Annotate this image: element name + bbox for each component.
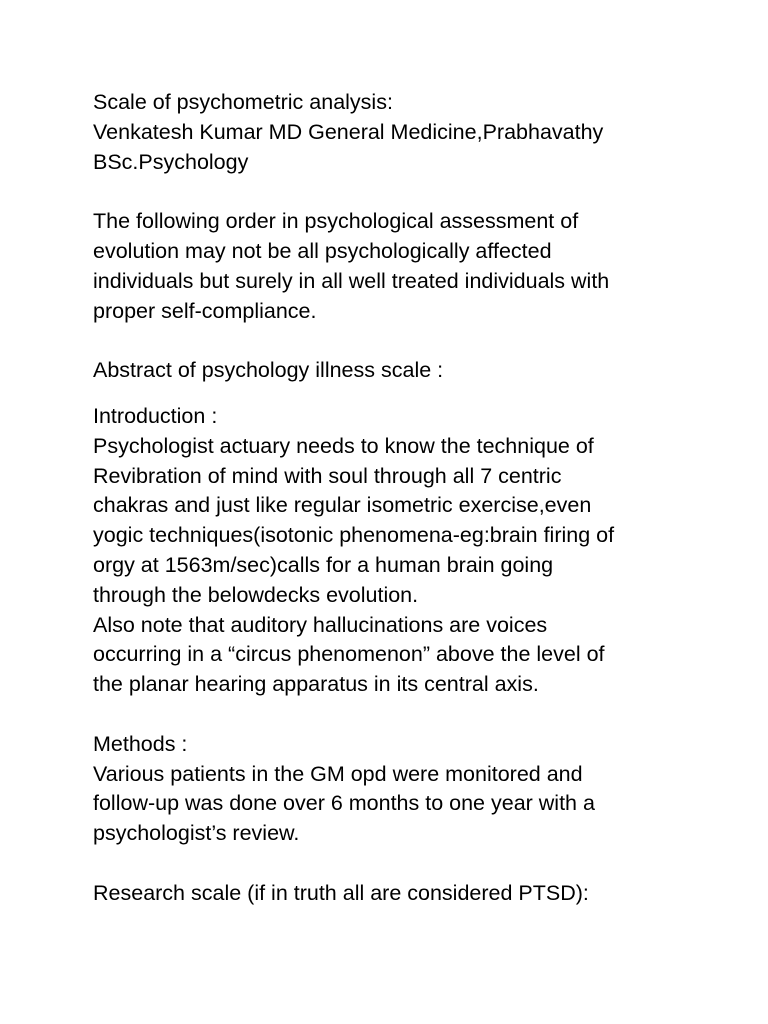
blank-line <box>93 177 693 207</box>
blank-line <box>93 326 693 356</box>
text-line: the planar hearing apparatus in its central axis. <box>93 672 539 697</box>
text-line: The following order in psychological assessment of <box>93 209 579 234</box>
document-title: Scale of psychometric analysis: <box>93 90 393 114</box>
text-line: chakras and just like regular isometric exercise,even <box>93 493 592 518</box>
text-line: through the belowdecks evolution. <box>93 582 419 607</box>
authors-line: Venkatesh Kumar MD General Medicine,Prabhavathy <box>93 119 604 144</box>
text-line: psychologist’s review. <box>93 821 300 846</box>
preamble-paragraph <box>93 207 693 326</box>
research-scale-heading: Research scale (if in truth all are considered PTSD): <box>93 880 589 905</box>
introduction-heading: Introduction : <box>93 403 218 428</box>
text-line: yogic techniques(isotonic phenomena-eg:brain firing of <box>93 523 615 548</box>
abstract-heading: Abstract of psychology illness scale : <box>93 358 444 383</box>
text-line: proper self-compliance. <box>93 298 317 323</box>
paragraph-spacing <box>93 386 693 402</box>
text-line: Revibration of mind with soul through all 7 centric <box>93 463 562 488</box>
text-line: Psychologist actuary needs to know the technique of <box>93 433 594 458</box>
text-line: orgy at 1563m/sec)calls for a human brain going <box>93 552 554 577</box>
text-line: occurring in a “circus phenomenon” above the level of <box>93 642 605 667</box>
authors-line: BSc.Psychology <box>93 149 249 174</box>
blank-line <box>93 849 693 879</box>
document-page <box>93 88 693 909</box>
text-line: follow-up was done over 6 months to one year with a <box>93 791 595 816</box>
text-line: Also note that auditory hallucinations are voices <box>93 612 548 637</box>
methods-heading: Methods : <box>93 731 188 756</box>
text-line: Various patients in the GM opd were monitored and <box>93 761 583 786</box>
methods-section <box>93 730 693 849</box>
text-line: individuals but surely in all well treated individuals with <box>93 268 610 293</box>
introduction-section <box>93 402 693 700</box>
text-line: evolution may not be all psychologically affected <box>93 238 552 263</box>
blank-line <box>93 700 693 730</box>
